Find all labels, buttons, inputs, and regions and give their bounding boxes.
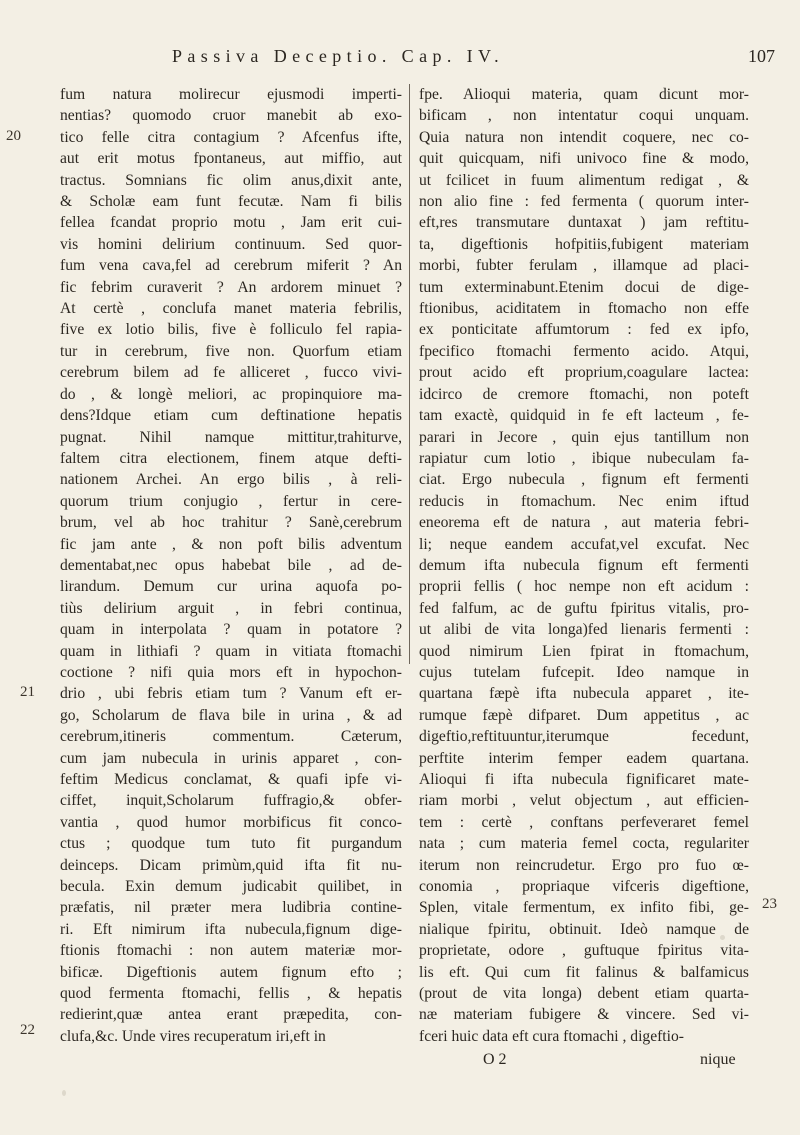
left-column-line: fic febrim curaverit ? An ardorem minuet ? <box>60 278 402 296</box>
right-column-line: fpecifico ftomachi fermento acido. Atqui, <box>419 342 749 360</box>
page-number: 107 <box>748 46 775 66</box>
right-column-line: ut alibi de vita longa)fed lienaris fermenti : <box>419 621 749 639</box>
left-column-line: ri. Eft nimirum ifta nubecula,fignum dige- <box>60 920 402 938</box>
left-column-line: vis homini delirium continuum. Sed quor- <box>60 235 402 253</box>
left-column-line: quorum trium conjugio , fertur in cere- <box>60 492 402 510</box>
margin-number-21: 21 <box>20 684 35 700</box>
right-column-line: eneorema eft de natura , aut materia febri- <box>419 514 749 532</box>
left-column-line: fum vena cava,fel ad cerebrum miferit ? An <box>60 257 402 275</box>
left-column-line: faltem citra electionem, finem atque defti- <box>60 449 402 467</box>
right-column-line: iterum non reincrudetur. Ergo pro fuo œ- <box>419 856 749 874</box>
right-column-line: Alioqui fi ifta nubecula fignificaret mate- <box>419 771 749 788</box>
right-column-line: digeftio,reftituuntur,iterumque fecedunt, <box>419 728 749 746</box>
left-column-line: nentias? quomodo cruor manebit ab exo- <box>60 107 402 125</box>
right-column-line: bificam , non intentatur coqui unquam. <box>419 107 749 125</box>
left-column-line: brum, vel ab hoc trahitur ? Sanè,cerebrum <box>60 514 402 532</box>
right-column-line: fpe. Alioqui materia, quam dicunt mor- <box>419 86 749 103</box>
left-column-line: pugnat. Nihil namque mittitur,trahiturve, <box>60 428 402 446</box>
left-column-line: ftionis ftomachi : non autem materiæ mor- <box>60 942 402 960</box>
right-column-line: proprii fellis ( hoc nempe non eft acidum : <box>419 578 749 596</box>
right-column-line: demum ifta nubecula fignum eft fermenti <box>419 556 749 574</box>
left-column-line: fellea fcandat proprio motu , Jam erit cui- <box>60 214 402 232</box>
right-column-line: fceri huic data eft cura ftomachi , digeftio- <box>419 1027 684 1045</box>
right-text-column <box>419 84 749 1047</box>
left-column-line: becula. Exin demum judicabit quilibet, in <box>60 878 402 896</box>
left-column-line: tico felle citra contagium ? Afcenfus ifte, <box>60 128 402 146</box>
right-column-line: rapiatur cum lotio , ibique nubeculam fa- <box>419 449 749 467</box>
left-column-line: lirandum. Demum cur urina aquofa po- <box>60 578 402 596</box>
ink-spot <box>62 1090 66 1096</box>
right-column-line: Splen, vitale fermentum, ex infito fibi, ge- <box>419 899 749 917</box>
left-column-line: tractus. Somnians fic olim anus,dixit ante, <box>60 171 402 189</box>
right-column-line: conomia , propriaque vifceris digeftione, <box>419 878 749 896</box>
right-column-line: tem : certè , conftans perfeveraret femel <box>419 813 749 831</box>
catchword: nique <box>700 1051 736 1068</box>
right-column-line: cujus tutelam fufcepit. Ideo namque in <box>419 663 749 681</box>
right-column-line: riam morbi , velut objectum , aut efficien- <box>419 792 749 810</box>
right-column-line: nata ; cum materia femel cocta, regulariter <box>419 835 749 853</box>
left-column-line: drio , ubi febris etiam tum ? Vanum eft er- <box>60 685 402 703</box>
left-column-line: clufa,&c. Unde vires recuperatum iri,eft in <box>60 1027 326 1045</box>
right-column-line: quit quicquam, nifi univoco fine & modo, <box>419 150 749 168</box>
right-column-line: quartana fæpè ifta nubecula apparet , ite- <box>419 685 749 703</box>
right-column-line: reducis in ftomachum. Nec enim iftud <box>419 492 749 510</box>
left-column-line: fum natura molirecur ejusmodi imperti- <box>60 86 402 103</box>
right-column-line: li; neque eandem accufat,vel excufat. Nec <box>419 535 749 553</box>
right-column-line: ut fcilicet in fuum alimentum redigat , & <box>419 171 749 189</box>
right-column-line: næ materiam fubigere & vincere. Sed vi- <box>419 1006 749 1024</box>
left-column-line: vantia , quod humor morbificus fit conco- <box>60 813 402 831</box>
left-column-line: go, Scholarum de flava bile in urina , & ad <box>60 706 402 724</box>
right-column-line: ftionibus, aciditatem in ftomacho non effe <box>419 300 749 318</box>
margin-number-22: 22 <box>20 1022 35 1038</box>
right-column-line: non alio fine : fed fermenta ( quorum inter- <box>419 193 749 211</box>
left-column-line: dementabat,nec opus habebat bile , ad de- <box>60 556 402 574</box>
right-column-line: proprietate, odore , guftuque fpiritus vita- <box>419 942 749 960</box>
left-column-line: tur in cerebrum, five non. Quorfum etiam <box>60 342 402 360</box>
left-text-column <box>60 84 402 1047</box>
margin-number-20: 20 <box>6 128 21 144</box>
right-column-line: Quia natura non intendit coquere, nec co- <box>419 128 749 146</box>
left-column-line: quam in lithiafi ? quam in vitiata ftomachi <box>60 642 402 660</box>
right-column-line: parari in Jecore , quin ejus tantillum non <box>419 428 749 446</box>
left-column-line: redierint,quæ antea erant præpedita, con- <box>60 1006 402 1024</box>
left-column-line: coctione ? nifi quia mors eft in hypochon- <box>60 663 402 681</box>
right-column-line: lis eft. Qui cum fit falinus & balfamicus <box>419 963 749 981</box>
right-column-line: fed falfum, ac de guftu fpiritus vitalis, pro- <box>419 599 749 617</box>
left-column-line: nationem Archei. An ergo bilis , à reli- <box>60 471 402 489</box>
left-column-line: ctus ; quodque tum tuto fit purgandum <box>60 835 402 853</box>
ink-spot <box>720 935 725 940</box>
left-column-line: deinceps. Dicam primùm,quid ifta fit nu- <box>60 856 402 874</box>
column-divider <box>409 84 410 664</box>
left-column-line: tiùs delirium arguit , in febri continua, <box>60 599 402 617</box>
right-column-line: rumque fæpè difparet. Dum appetitus , ac <box>419 706 749 724</box>
right-column-line: eft,res transmutare duntaxat ) jam reftitu- <box>419 214 749 232</box>
left-column-line: five ex lotio bilis, five è folliculo fel rapia- <box>60 321 402 339</box>
right-column-line: idcirco de cremore ftomachi, non poteft <box>419 385 749 403</box>
right-column-line: ciat. Ergo nubecula , fignum eft fermenti <box>419 471 749 489</box>
left-column-line: quod fermenta ftomachi, fellis , & hepatis <box>60 985 402 1003</box>
left-column-line: quam in interpolata ? quam in potatore ? <box>60 621 402 639</box>
signature-mark: O 2 <box>483 1051 507 1068</box>
right-column-line: nialique fpiritu, obtinuit. Ideò namque de <box>419 920 749 938</box>
right-column-line: perftite interim femper eadem quartana. <box>419 749 749 767</box>
left-column-line: aut erit motus fpontaneus, aut miffio, aut <box>60 150 402 168</box>
left-column-line: præfatis, nil præter mera ludibria contine- <box>60 899 402 917</box>
margin-number-23: 23 <box>762 896 777 912</box>
left-column-line: fic jam ante , & non poft bilis adventum <box>60 535 402 553</box>
left-column-line: ciffet, inquit,Scholarum fuffragio,& obfer- <box>60 792 402 810</box>
right-column-line: quod nimirum Lien fpirat in ftomachum, <box>419 642 749 660</box>
right-column-line: ta, digeftionis hofpitiis,fubigent materiam <box>419 235 749 253</box>
left-column-line: bificæ. Digeftionis autem fignum efto ; <box>60 963 402 981</box>
right-column-line: (prout de vita longa) debent etiam quarta- <box>419 985 749 1003</box>
left-column-line: cum jam nubecula in urinis apparet , con- <box>60 749 402 767</box>
right-column-line: tam exactè, quidquid in fe eft lacteum , fe- <box>419 407 749 425</box>
left-column-line: cerebrum,itineris commentum. Cæterum, <box>60 728 402 746</box>
left-column-line: do , & longè meliori, ac propinquiore ma- <box>60 385 402 403</box>
right-column-line: prout acido eft proprium,coagulare lactea: <box>419 364 749 382</box>
left-column-line: cerebrum bilem ad fe alliceret , fucco vivi- <box>60 364 402 382</box>
left-column-line: At certè , conclufa manet materia febrilis, <box>60 300 402 318</box>
running-title: Passiva Deceptio. Cap. IV. <box>172 46 505 66</box>
left-column-line: feftim Medicus conclamat, & quafi ipfe vi- <box>60 771 402 788</box>
right-column-line: morbi, fubter ferulam , illamque ad placi- <box>419 257 749 275</box>
right-column-line: ex ponticitate affumtorum : fed ex ipfo, <box>419 321 749 339</box>
left-column-line: & Scholæ eam funt fecutæ. Nam fi bilis <box>60 193 402 211</box>
left-column-line: dens?Idque etiam cum deftinatione hepatis <box>60 407 402 425</box>
right-column-line: tum exterminabunt.Etenim docui de dige- <box>419 278 749 296</box>
